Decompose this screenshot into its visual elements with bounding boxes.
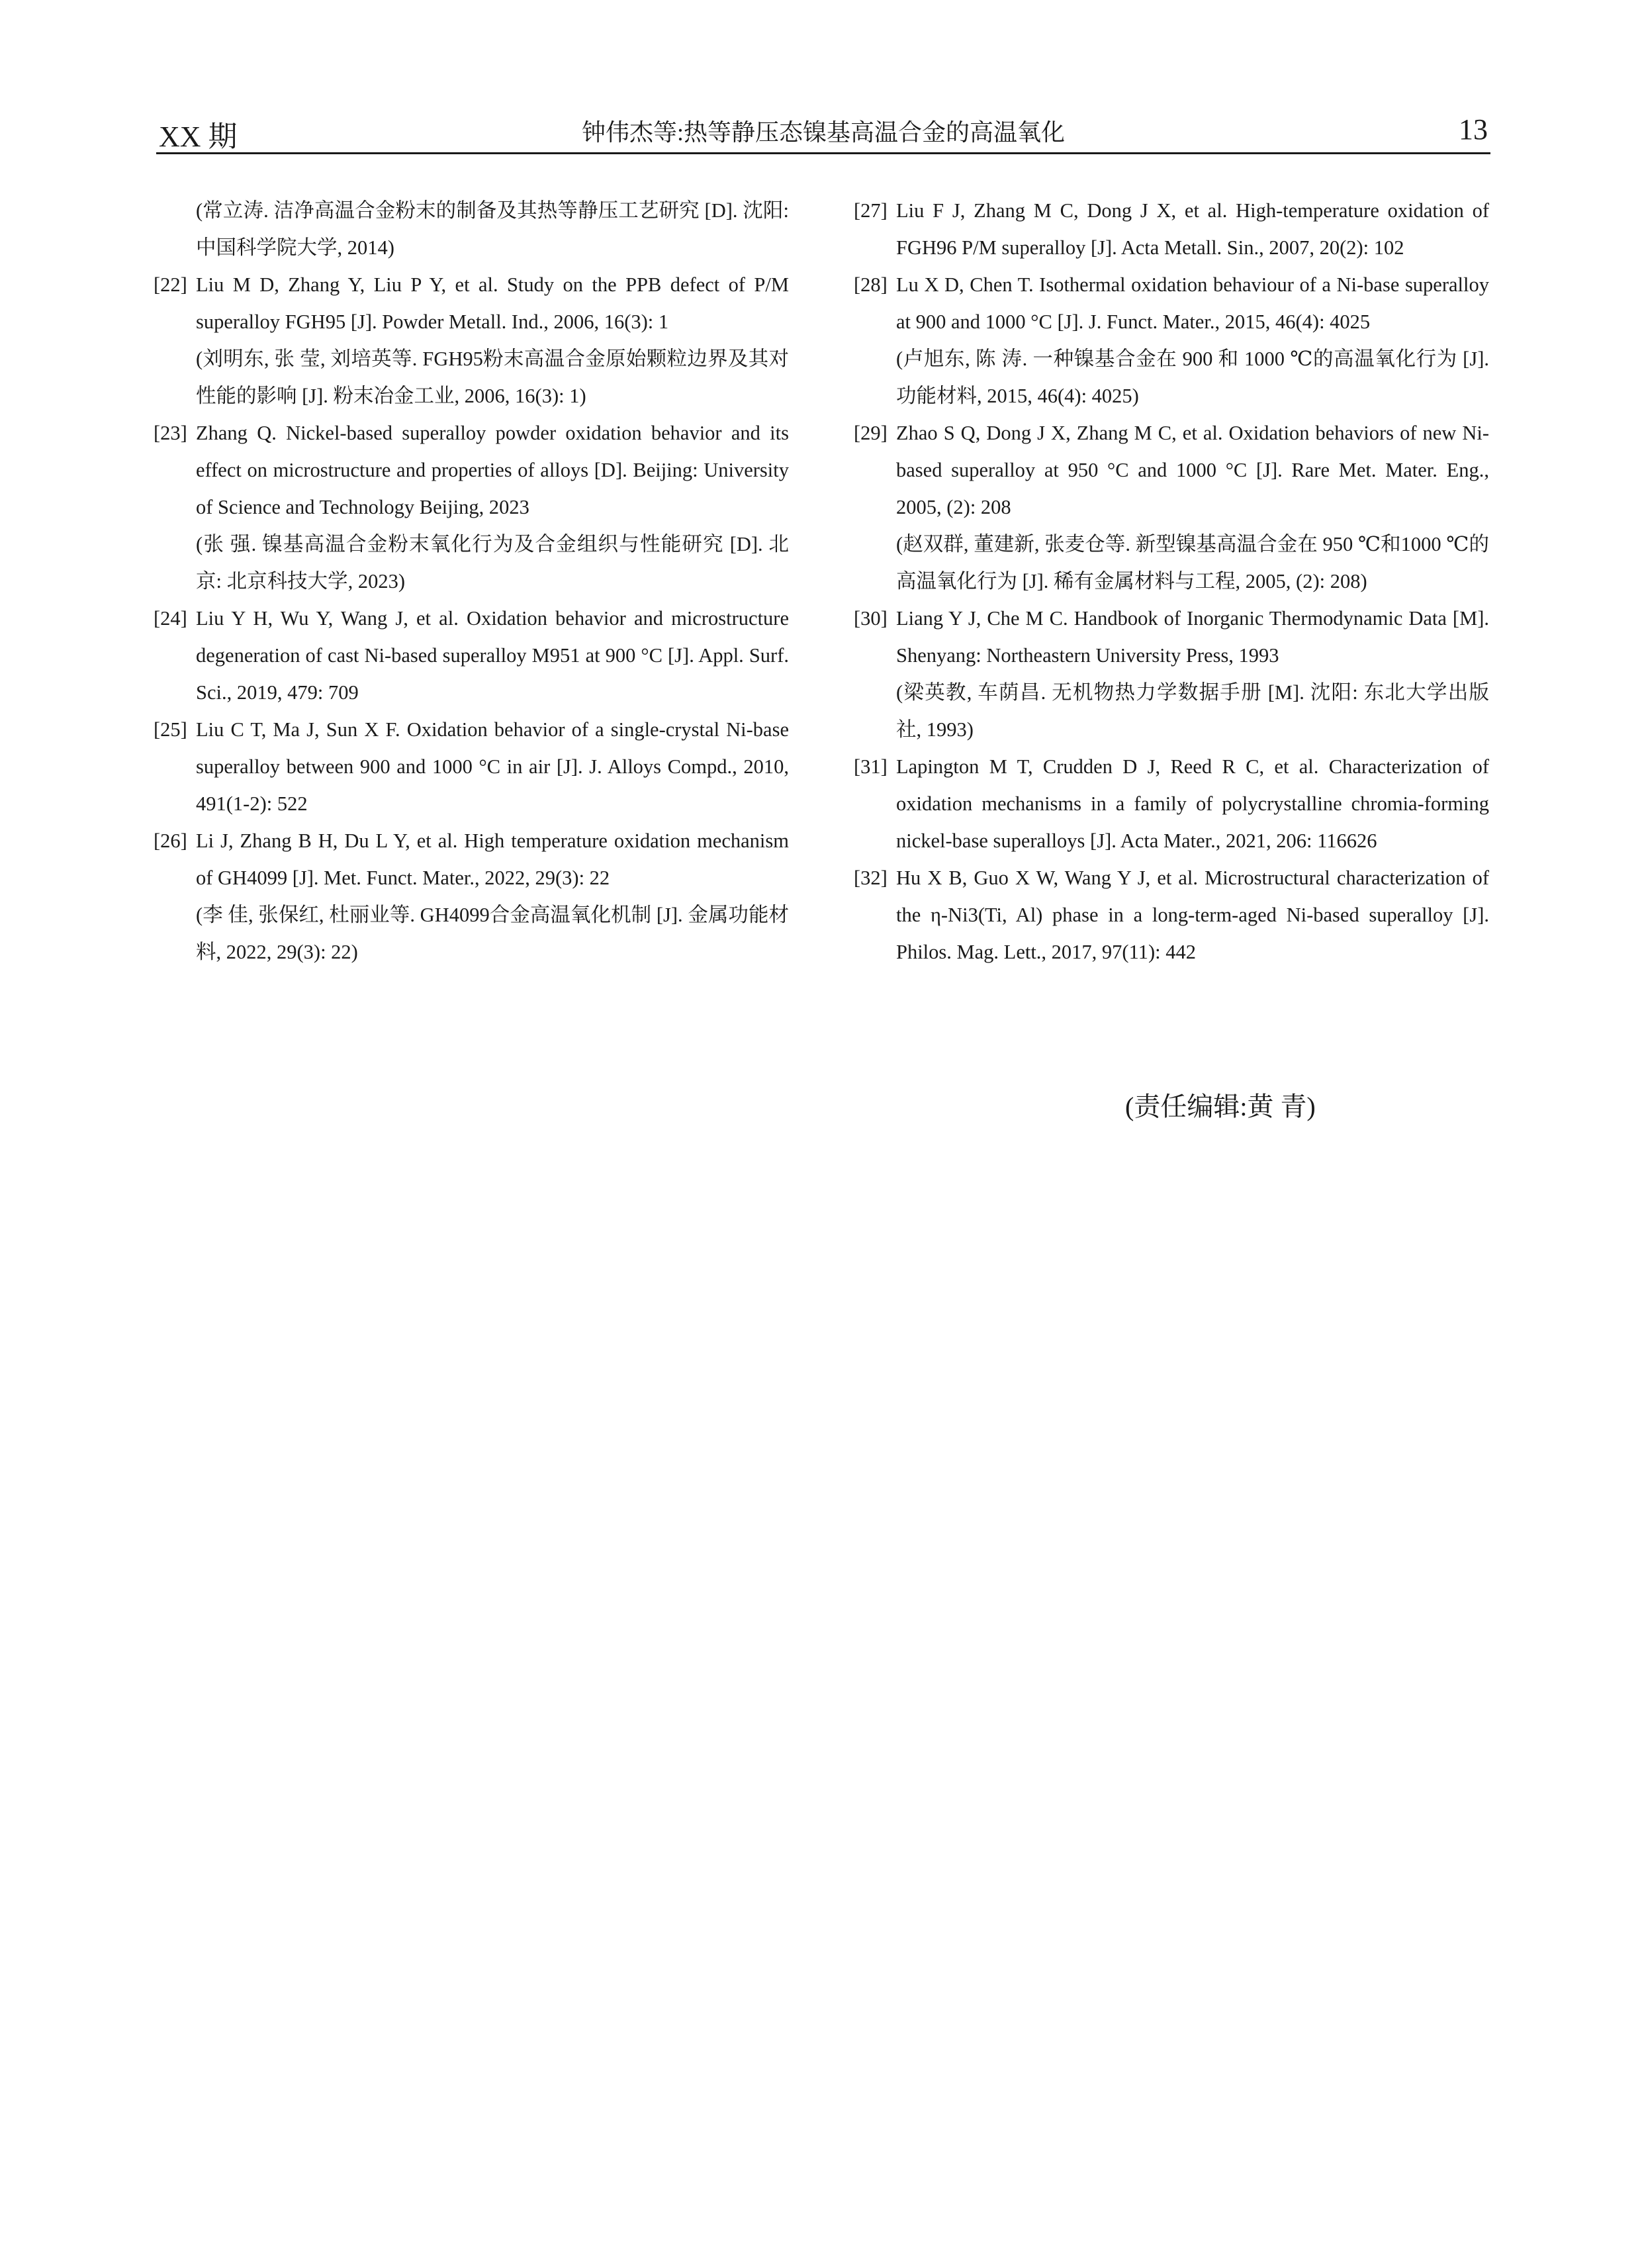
reference-chinese-text: (张 强. 镍基高温合金粉末氧化行为及合金组织与性能研究 [D]. 北京: 北京科技大学, 2023) [196, 533, 789, 592]
references-right-column [854, 192, 1489, 970]
reference-entry [154, 822, 789, 970]
reference-entry [154, 711, 789, 822]
reference-number: [23] [154, 422, 187, 444]
reference-chinese-text: (卢旭东, 陈 涛. 一种镍基合金在 900 和 1000 ℃的高温氧化行为 [J]. 功能材料, 2015, 46(4): 4025) [896, 348, 1489, 407]
reference-chinese-text: (梁英教, 车荫昌. 无机物热力学数据手册 [M]. 沈阳: 东北大学出版社, 1993) [896, 681, 1489, 741]
page-header [156, 106, 1490, 154]
reference-text: Liu F J, Zhang M C, Dong J X, et al. High-temperature oxidation of FGH96 P/M superalloy [J]. Acta Metall. Sin., 2007, 20(2): 102 [896, 199, 1489, 259]
reference-entry [854, 600, 1489, 748]
reference-chinese-text: (李 佳, 张保红, 杜丽业等. GH4099合金高温氧化机制 [J]. 金属功能材料, 2022, 29(3): 22) [196, 904, 789, 963]
reference-number: [24] [154, 607, 187, 630]
reference-chinese-text: (刘明东, 张 莹, 刘培英等. FGH95粉末高温合金原始颗粒边界及其对性能的影响 [J]. 粉末冶金工业, 2006, 16(3): 1) [196, 348, 789, 407]
reference-number: [22] [154, 273, 187, 296]
reference-entry [854, 266, 1489, 414]
reference-number: [26] [154, 829, 187, 852]
reference-text: Liang Y J, Che M C. Handbook of Inorganic Thermodynamic Data [M]. Shenyang: Northeastern University Press, 1993 [896, 607, 1489, 667]
references-left-column [154, 192, 789, 970]
reference-entry [154, 600, 789, 711]
reference-entry [854, 859, 1489, 970]
reference-number: [29] [854, 422, 888, 444]
reference-text: Hu X B, Guo X W, Wang Y J, et al. Microstructural characterization of the η-Ni3(Ti, Al) phase in a long-term-aged Ni-based superalloy [J]. Philos. Mag. Lett., 2017, 97(11): 442 [896, 867, 1489, 963]
reference-entry [154, 266, 789, 414]
reference-text: Liu M D, Zhang Y, Liu P Y, et al. Study on the PPB defect of P/M superalloy FGH95 [J]. Powder Metall. Ind., 2006, 16(3): 1 [196, 273, 789, 333]
reference-text: Lapington M T, Crudden D J, Reed R C, et al. Characterization of oxidation mechanisms in a family of polycrystalline chromia-forming nickel-base superalloys [J]. Acta Mater., 2021, 206: 116626 [896, 755, 1489, 852]
reference-number: [27] [854, 199, 888, 222]
reference-text: Li J, Zhang B H, Du L Y, et al. High temperature oxidation mechanism of GH4099 [J]. Met. Funct. Mater., 2022, 29(3): 22 [196, 829, 789, 889]
reference-chinese-text: (常立涛. 洁净高温合金粉末的制备及其热等静压工艺研究 [D]. 沈阳: 中国科学院大学, 2014) [196, 199, 789, 259]
running-title: 钟伟杰等:热等静压态镍基高温合金的高温氧化 [581, 119, 1065, 146]
editor-note: (责任编辑:黄 青) [1125, 1092, 1316, 1121]
reference-number: [30] [854, 607, 888, 630]
reference-entry [154, 192, 789, 266]
reference-text: Liu C T, Ma J, Sun X F. Oxidation behavior of a single-crystal Ni-base superalloy between 900 and 1000 °C in air [J]. J. Alloys Compd., 2010, 491(1-2): 522 [196, 718, 789, 815]
reference-chinese-text: (赵双群, 董建新, 张麦仓等. 新型镍基高温合金在 950 ℃和1000 ℃的高温氧化行为 [J]. 稀有金属材料与工程, 2005, (2): 208) [896, 533, 1489, 592]
reference-text: Zhao S Q, Dong J X, Zhang M C, et al. Oxidation behaviors of new Ni-based superalloy at 950 °C and 1000 °C [J]. Rare Met. Mater. Eng., 2005, (2): 208 [896, 422, 1489, 518]
reference-number: [25] [154, 718, 187, 741]
reference-entry [854, 414, 1489, 600]
reference-entry [154, 414, 789, 600]
reference-text: Lu X D, Chen T. Isothermal oxidation behaviour of a Ni-base superalloy at 900 and 1000 °C [J]. J. Funct. Mater., 2015, 46(4): 4025 [896, 273, 1489, 333]
reference-number: [28] [854, 273, 888, 296]
reference-number: [31] [854, 755, 888, 778]
reference-text: Zhang Q. Nickel-based superalloy powder oxidation behavior and its effect on microstructure and properties of alloys [D]. Beijing: University of Science and Technology Beijing, 2023 [196, 422, 789, 518]
page-number: 13 [1459, 113, 1488, 146]
reference-number: [32] [854, 867, 888, 889]
reference-text: Liu Y H, Wu Y, Wang J, et al. Oxidation behavior and microstructure degeneration of cast Ni-based superalloy M951 at 900 °C [J]. Appl. Surf. Sci., 2019, 479: 709 [196, 607, 789, 704]
reference-entry [854, 748, 1489, 859]
issue-label: XX 期 [159, 120, 238, 153]
reference-entry [854, 192, 1489, 266]
